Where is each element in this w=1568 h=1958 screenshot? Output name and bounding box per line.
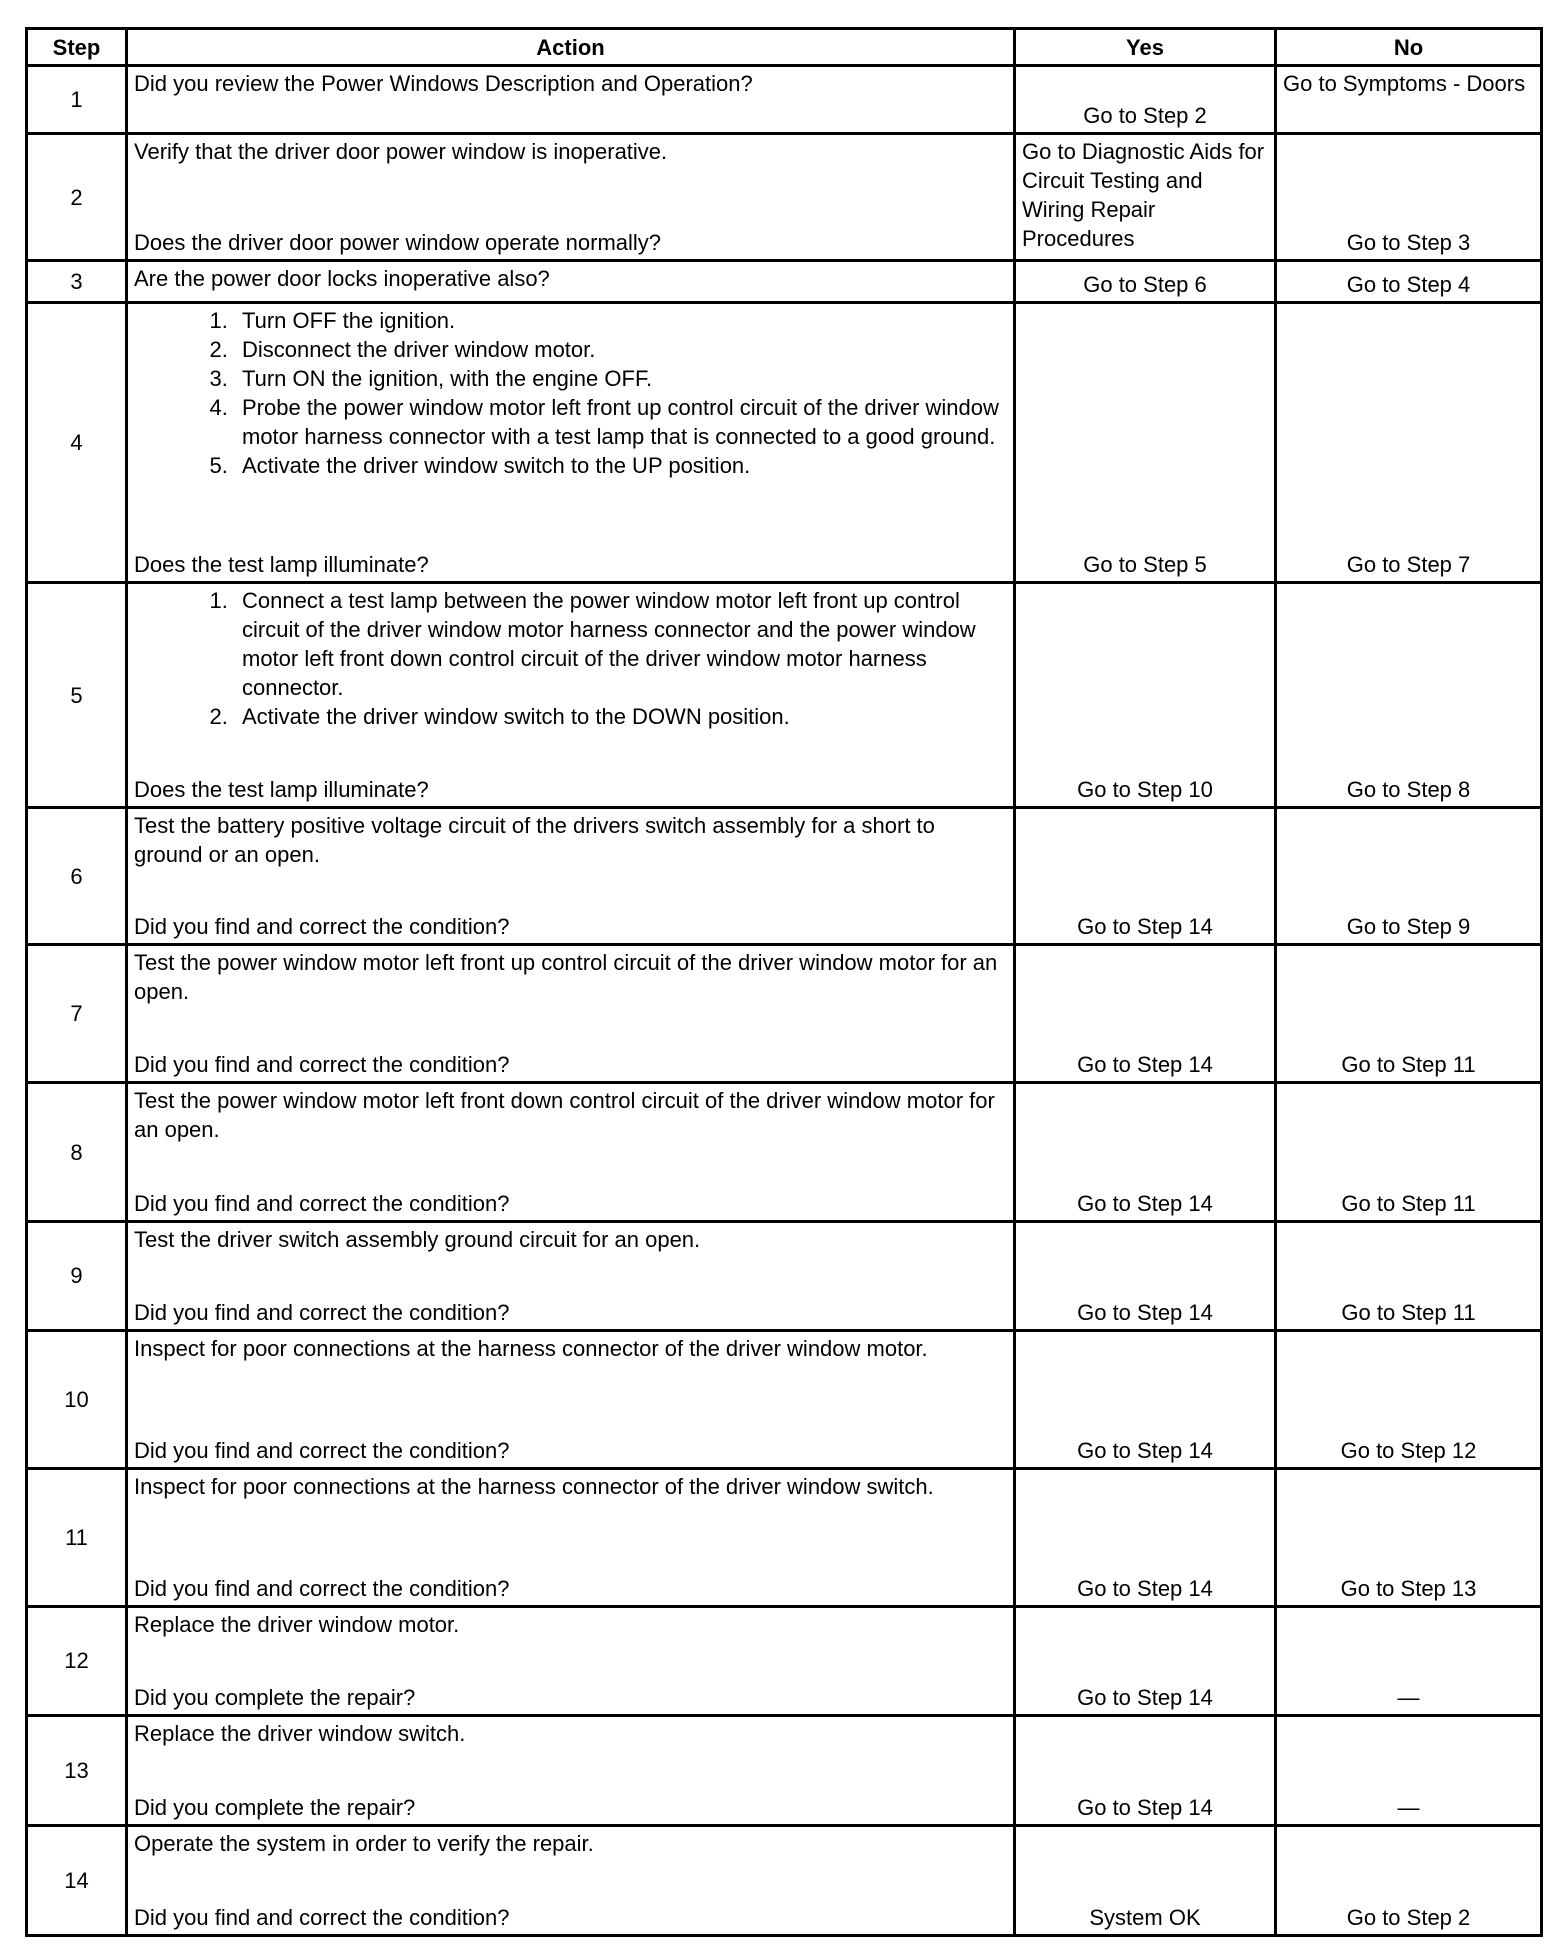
step-number: 13 [27,1715,127,1825]
step-number: 12 [27,1606,127,1715]
yes-cell: Go to Step 2 [1015,66,1276,134]
table-row [27,1083,1542,1221]
step-number: 1 [27,66,127,134]
substep-item: 2. Disconnect the driver window motor. [234,335,1007,364]
no-cell: Go to Step 11 [1276,945,1542,1083]
yes-cell: System OK [1015,1825,1276,1935]
action-cell [127,1825,1015,1935]
action-question: Does the test lamp illuminate? [134,552,429,578]
step-number: 7 [27,945,127,1083]
table-row [27,1715,1542,1825]
step-number: 6 [27,808,127,945]
step-number: 3 [27,261,127,303]
step-number: 11 [27,1468,127,1606]
action-text: Test the driver switch assembly ground circuit for an open. [134,1226,701,1252]
action-text: Test the power window motor left front down control circuit of the driver window motor for an open. [134,1088,995,1143]
action-question: Did you complete the repair? [134,1684,416,1710]
no-cell: Go to Step 4 [1276,261,1542,303]
table-row [27,583,1542,808]
action-text: Operate the system in order to verify the repair. [134,1830,594,1856]
substep-item: 5. Activate the driver window switch to the UP position. [234,451,1007,480]
action-text: Inspect for poor connections at the harness connector of the driver window motor. [134,1335,928,1361]
table-row [27,1330,1542,1468]
action-question: Does the driver door power window operate normally? [134,230,662,256]
action-cell [127,1468,1015,1606]
action-text: Replace the driver window switch. [134,1720,466,1746]
action-cell [127,1083,1015,1221]
action-cell [127,945,1015,1083]
yes-cell: Go to Step 14 [1015,1221,1276,1330]
action-cell [127,808,1015,945]
step-number: 14 [27,1825,127,1935]
no-cell: Go to Symptoms - Doors [1276,66,1542,134]
no-cell: Go to Step 13 [1276,1468,1542,1606]
header-yes: Yes [1015,29,1276,66]
action-question: Did you find and correct the condition? [134,1905,510,1930]
substep-item: 2. Activate the driver window switch to the DOWN position. [234,702,1007,731]
header-action: Action [127,29,1015,66]
action-text: Test the battery positive voltage circuit of the drivers switch assembly for a short to ground or an open. [134,813,935,868]
table-row [27,1606,1542,1715]
step-number: 4 [27,303,127,583]
action-cell [127,583,1015,808]
action-question: Did you find and correct the condition? [134,1299,510,1325]
action-question: Did you find and correct the condition? [134,1190,510,1216]
action-text: Verify that the driver door power window is inoperative. [134,139,668,165]
table-row [27,1221,1542,1330]
table-row [27,261,1542,303]
action-question: Did you find and correct the condition? [134,914,510,940]
substep-list [134,306,1007,480]
table-row [27,945,1542,1083]
yes-cell: Go to Step 14 [1015,1468,1276,1606]
yes-cell: Go to Step 14 [1015,1606,1276,1715]
no-cell: Go to Step 3 [1276,134,1542,261]
action-question: Did you find and correct the condition? [134,1052,510,1078]
substep-item: 1. Connect a test lamp between the power window motor left front up control circuit of the driver window motor harness connector and the power window motor left front down control circuit of the driver window motor harness connector. [234,586,1007,702]
action-cell [127,1715,1015,1825]
substep-item: 4. Probe the power window motor left front up control circuit of the driver window motor harness connector with a test lamp that is connected to a good ground. [234,393,1007,451]
action-question: Did you find and correct the condition? [134,1437,510,1463]
step-number: 10 [27,1330,127,1468]
no-cell: Go to Step 7 [1276,303,1542,583]
action-cell [127,1330,1015,1468]
header-step: Step [27,29,127,66]
substep-list [134,586,1007,731]
table-row [27,808,1542,945]
yes-cell: Go to Step 14 [1015,1715,1276,1825]
action-cell [127,1606,1015,1715]
action-question: Did you find and correct the condition? [134,1575,510,1601]
yes-cell: Go to Step 14 [1015,1330,1276,1468]
no-cell: Go to Step 11 [1276,1221,1542,1330]
action-cell [127,66,1015,134]
action-text: Inspect for poor connections at the harness connector of the driver window switch. [134,1473,934,1499]
table-row [27,1468,1542,1606]
diagnostic-table [25,27,1543,1937]
no-cell: Go to Step 9 [1276,808,1542,945]
yes-cell: Go to Step 14 [1015,1083,1276,1221]
yes-cell: Go to Step 6 [1015,261,1276,303]
step-number: 5 [27,583,127,808]
yes-cell: Go to Diagnostic Aids for Circuit Testing and Wiring Repair Procedures [1015,134,1276,261]
no-cell: — [1276,1715,1542,1825]
no-cell: — [1276,1606,1542,1715]
no-cell: Go to Step 2 [1276,1825,1542,1935]
no-cell: Go to Step 8 [1276,583,1542,808]
yes-cell: Go to Step 10 [1015,583,1276,808]
action-cell [127,1221,1015,1330]
step-number: 2 [27,134,127,261]
action-text: Did you review the Power Windows Description and Operation? [134,71,753,96]
yes-cell: Go to Step 5 [1015,303,1276,583]
substep-item: 1. Turn OFF the ignition. [234,306,1007,335]
no-cell: Go to Step 12 [1276,1330,1542,1468]
table-row [27,66,1542,134]
yes-cell: Go to Step 14 [1015,808,1276,945]
table-row [27,1825,1542,1935]
header-no: No [1276,29,1542,66]
action-question: Did you complete the repair? [134,1794,416,1820]
step-number: 9 [27,1221,127,1330]
action-cell [127,261,1015,303]
action-question: Does the test lamp illuminate? [134,777,429,803]
action-text: Test the power window motor left front up control circuit of the driver window motor for an open. [134,950,998,1005]
table-row [27,303,1542,583]
action-cell [127,134,1015,261]
table-header-row [27,29,1542,66]
table-row [27,134,1542,261]
action-text: Replace the driver window motor. [134,1611,460,1637]
yes-cell: Go to Step 14 [1015,945,1276,1083]
step-number: 8 [27,1083,127,1221]
action-text: Are the power door locks inoperative also? [134,266,550,292]
no-cell: Go to Step 11 [1276,1083,1542,1221]
action-cell [127,303,1015,583]
substep-item: 3. Turn ON the ignition, with the engine OFF. [234,364,1007,393]
